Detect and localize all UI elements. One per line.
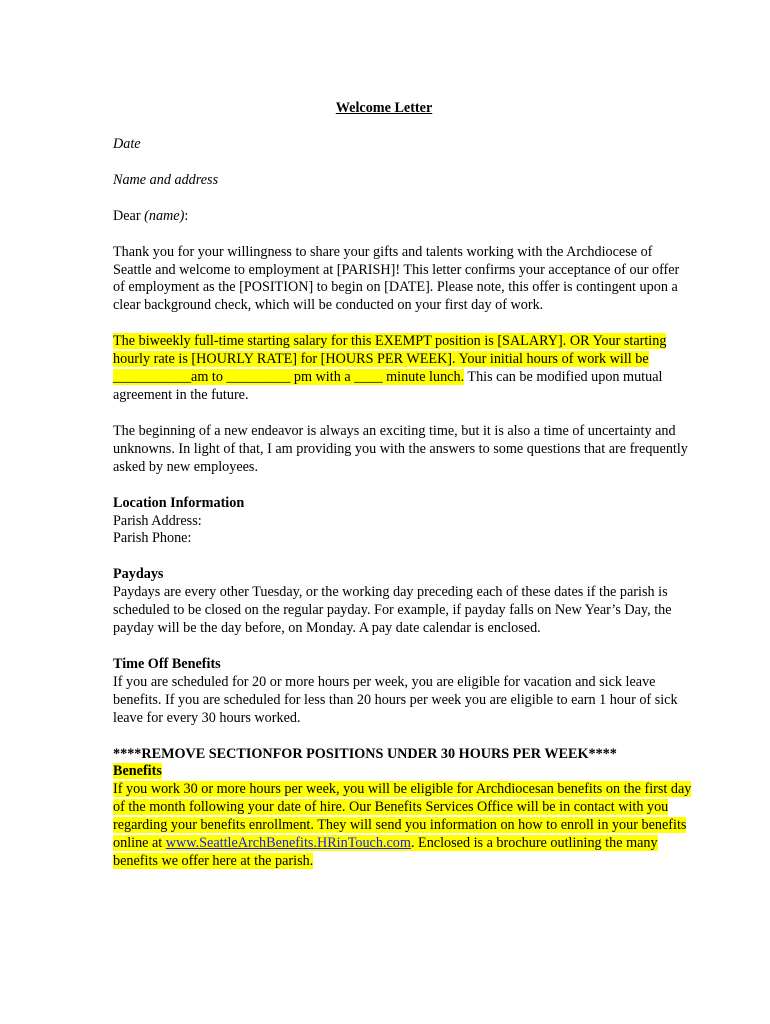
benefits-heading: Benefits <box>113 763 162 780</box>
salutation-prefix: Dear <box>113 207 145 224</box>
benefits-text <box>113 781 693 871</box>
parish-phone-line: Parish Phone: <box>113 530 192 547</box>
letter-title: Welcome Letter <box>335 100 433 116</box>
name-address-line: Name and address <box>113 171 219 188</box>
benefits-text-after-link: . Enclosed is a brochure outlining the many benefits we offer here at the parish. <box>113 835 658 869</box>
parish-address-line: Parish Address: <box>113 512 202 529</box>
timeoff-text: If you are scheduled for 20 or more hours per week, you are eligible for vacation and sick leave benefits. If you are scheduled for less than 20 hours per week you are eligible to earn 1 hour of sick leave for every 30 hours worked. <box>113 673 678 726</box>
benefits-heading-line <box>113 763 693 781</box>
timeoff-heading: Time Off Benefits <box>113 655 221 672</box>
benefits-link[interactable]: www.SeattleArchBenefits.HRinTouch.com <box>165 835 411 852</box>
benefits-section <box>113 746 693 871</box>
remove-section-notice: ****REMOVE SECTIONFOR POSITIONS UNDER 30 HOURS PER WEEK**** <box>113 745 617 762</box>
intro-paragraph: Thank you for your willingness to share your gifts and talents working with the Archdiocese of Seattle and welcome to employment at [PARISH]! This letter confirms your acceptance of our offer of employment as the [POSITION] to begin on [DATE]. Please note, this offer is contingent upon a clear background check, which will be conducted on your first day of work. <box>113 243 680 314</box>
timeoff-section <box>113 656 693 728</box>
paydays-heading: Paydays <box>113 566 164 583</box>
endeavor-paragraph: The beginning of a new endeavor is always an exciting time, but it is also a time of uncertainty and unknowns. In light of that, I am providing you with the answers to some questions that are frequently asked by new employees. <box>113 422 688 475</box>
salary-tail-text: This can be modified upon mutual agreement in the future. <box>113 369 663 403</box>
date-line: Date <box>113 135 141 152</box>
salutation-name: (name) <box>144 207 185 224</box>
location-section <box>113 495 693 549</box>
letter-body <box>113 100 693 871</box>
salutation <box>113 208 693 226</box>
paydays-section <box>113 566 693 638</box>
salary-highlighted-text: The biweekly full-time starting salary for this EXEMPT position is [SALARY]. OR Your starting hourly rate is [HOURLY RATE] for [HOURS PER WEEK]. Your initial hours of work will be ___________am to _________ pm with a ____ minute lunch. <box>113 333 667 386</box>
benefits-text-before-link: If you work 30 or more hours per week, you will be eligible for Archdiocesan benefits on the first day of the month following your date of hire. Our Benefits Services Office will be in contact with you regarding your benefits enrollment. They will send you information on how to enroll in your benefits online at <box>113 781 692 852</box>
location-heading: Location Information <box>113 494 245 511</box>
salary-paragraph <box>113 333 693 405</box>
salutation-suffix: : <box>184 207 189 224</box>
paydays-text: Paydays are every other Tuesday, or the working day preceding each of these dates if the parish is scheduled to be closed on the regular payday. For example, if payday falls on New Year’s Day, the payday will be the day before, on Monday. A pay date calendar is enclosed. <box>113 584 672 637</box>
